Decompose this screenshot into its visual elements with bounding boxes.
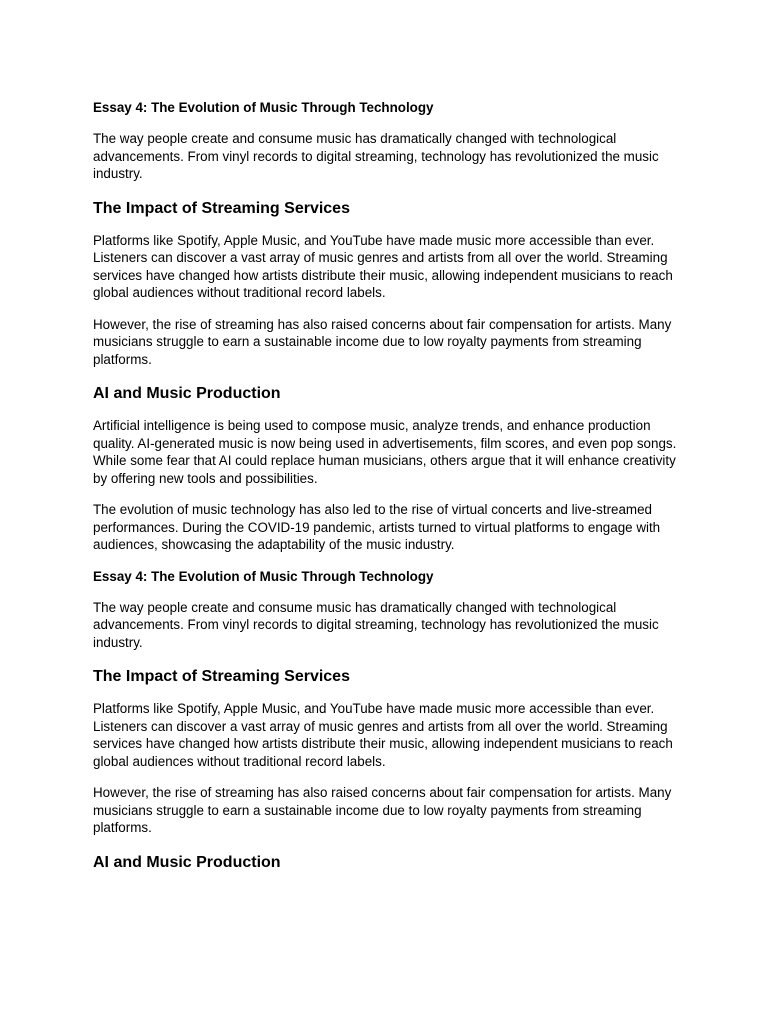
essay-title-repeat: Essay 4: The Evolution of Music Through Technology — [93, 568, 434, 584]
paragraph-streaming-concerns: However, the rise of streaming has also raised concerns about fair compensation for artists. Many musicians struggle to earn a sustainable income due to low royalty payments from streaming platforms. — [93, 316, 672, 367]
paragraph-virtual-concerts: The evolution of music technology has also led to the rise of virtual concerts and live-streamed performances. During the COVID-19 pandemic, artists turned to virtual platforms to engage with audiences, showcasing the adaptability of the music industry. — [93, 502, 661, 552]
heading-streaming: The Impact of Streaming Services — [93, 199, 350, 217]
paragraph-intro: The way people create and consume music has dramatically changed with technological advancements. From vinyl records to digital streaming, technology has revolutionized the music industry. — [93, 131, 659, 181]
essay-title: Essay 4: The Evolution of Music Through Technology — [93, 100, 434, 115]
paragraph-intro-repeat: The way people create and consume music has dramatically changed with technological advancements. From vinyl records to digital streaming, technology has revolutionized the music industry. — [93, 599, 659, 650]
paragraph-streaming-platforms: Platforms like Spotify, Apple Music, and YouTube have made music more accessible than ever. Listeners can discover a vast array of music genres and artists from all over the world. Streaming services have changed how artists distribute their music, allowing independent musicians to reach global audiences without traditional record labels. — [93, 232, 673, 300]
document-page — [93, 99, 693, 886]
heading-ai-repeat: AI and Music Production — [93, 853, 281, 871]
paragraph-streaming-concerns-repeat: However, the rise of streaming has also raised concerns about fair compensation for artists. Many musicians struggle to earn a sustainable income due to low royalty payments from streaming platforms. — [93, 785, 672, 835]
heading-ai: AI and Music Production — [93, 385, 281, 402]
paragraph-streaming-platforms-repeat: Platforms like Spotify, Apple Music, and YouTube have made music more accessible than ever. Listeners can discover a vast array of music genres and artists from all over the world. Streaming services have changed how artists distribute their music, allowing independent musicians to reach global audiences without traditional record labels. — [93, 701, 673, 769]
paragraph-ai: Artificial intelligence is being used to compose music, analyze trends, and enhance production quality. AI-generated music is now being used in advertisements, film scores, and even pop songs. While some fear that AI could replace human musicians, others argue that it will enhance creativity by offering new tools and possibilities. — [93, 418, 677, 486]
heading-streaming-repeat: The Impact of Streaming Services — [93, 668, 350, 685]
